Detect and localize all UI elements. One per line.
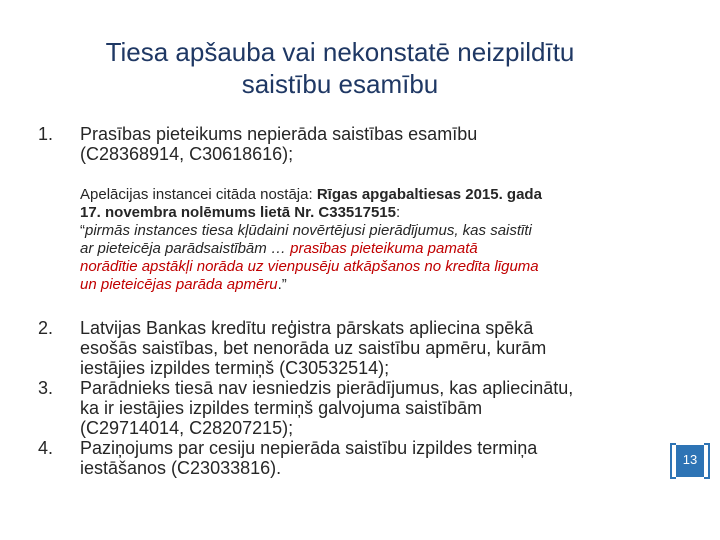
list-number: 2. bbox=[38, 318, 54, 338]
list-number: 1. bbox=[38, 124, 54, 144]
quote-red-2: norādītie apstākļi norāda uz vienpusēju atkāpšanos no kredīta līguma bbox=[80, 258, 539, 275]
quote-italic-2: ar pieteicēja parādsaistībām … bbox=[80, 240, 291, 257]
item-line: Prasības pieteikums nepierāda saistības esamību bbox=[80, 124, 478, 144]
slide-title bbox=[40, 36, 640, 100]
list-item-4 bbox=[38, 438, 648, 478]
title-line-1: Tiesa apšauba vai nekonstatē neizpildītu bbox=[105, 37, 575, 67]
list-item-2 bbox=[38, 318, 648, 378]
item-line: (C28368914, C30618616); bbox=[80, 144, 294, 164]
appeal-quote bbox=[80, 186, 640, 294]
title-line-2: saistību esamību bbox=[241, 69, 439, 99]
quote-line-3 bbox=[80, 222, 640, 240]
quote-line-5 bbox=[80, 258, 640, 276]
quote-italic-1: pirmās instances tiesa kļūdaini novērtējusi pierādījumus, kas saistīti bbox=[85, 222, 532, 239]
quote-line-6 bbox=[80, 276, 640, 294]
quote-open: “ bbox=[80, 222, 85, 239]
quote-case-ref: 17. novembra nolēmums lietā Nr. C33517515 bbox=[80, 204, 396, 221]
list-item-3 bbox=[38, 378, 648, 438]
item-line: iestāšanos (C23033816). bbox=[80, 458, 282, 478]
list-number: 3. bbox=[38, 378, 54, 398]
list-number: 4. bbox=[38, 438, 54, 458]
item-line: esošās saistības, bet nenorāda uz saistību apmēru, kurām bbox=[80, 338, 547, 358]
numbered-list bbox=[38, 124, 648, 478]
item-line: ka ir iestājies izpildes termiņš galvojuma saistībām bbox=[80, 398, 483, 418]
item-line: Paziņojums par cesiju nepierāda saistību izpildes termiņa bbox=[80, 438, 538, 458]
item-line: Latvijas Bankas kredītu reģistra pārskats apliecina spēkā bbox=[80, 318, 534, 338]
quote-line-1 bbox=[80, 186, 640, 204]
quote-lead-rest: elācijas instancei citāda nostāja: bbox=[98, 186, 317, 203]
quote-close: .” bbox=[277, 276, 287, 293]
item-line: (C29714014, C28207215); bbox=[80, 418, 294, 438]
quote-line-4 bbox=[80, 240, 640, 258]
quote-court-ref: Rīgas apgabaltiesas 2015. gada bbox=[316, 186, 542, 203]
quote-colon: : bbox=[396, 204, 401, 221]
item-line: iestājies izpildes termiņš (C30532514); bbox=[80, 358, 390, 378]
quote-line-2 bbox=[80, 204, 640, 222]
page-number-badge bbox=[668, 441, 712, 481]
page-number: 13 bbox=[682, 452, 698, 467]
quote-red-3: un pieteicējas parāda apmēru bbox=[80, 276, 278, 293]
quote-lead-ap: Ap bbox=[80, 186, 99, 203]
quote-red-1: prasības pieteikuma pamatā bbox=[290, 240, 478, 257]
list-item-1 bbox=[38, 124, 648, 164]
item-line: Parādnieks tiesā nav iesniedzis pierādījumus, kas apliecinātu, bbox=[80, 378, 574, 398]
